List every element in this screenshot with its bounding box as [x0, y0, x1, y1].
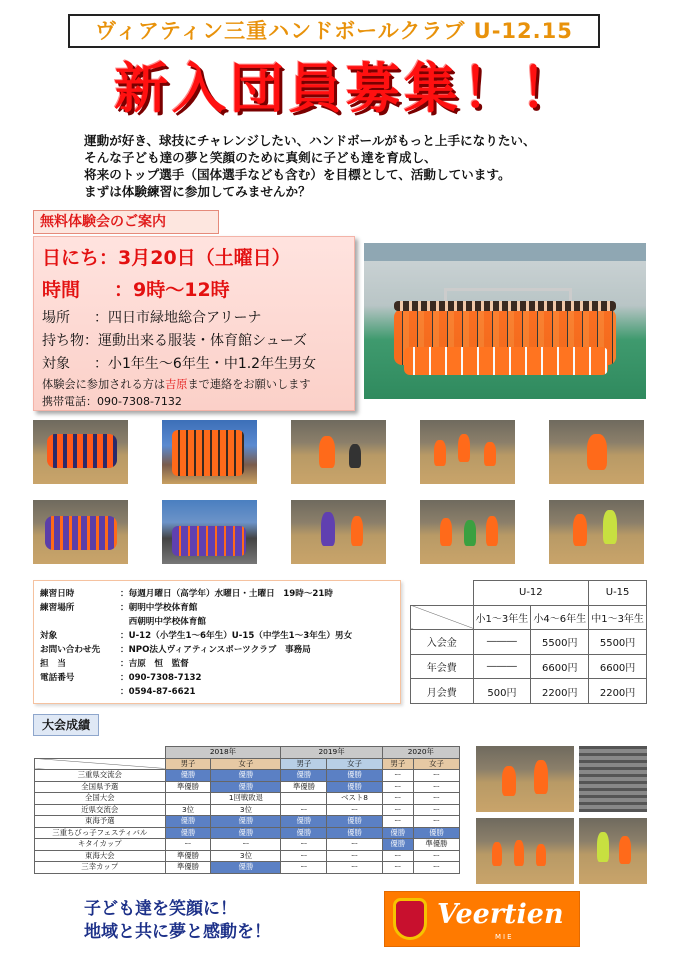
- results-cell: 優勝: [382, 839, 413, 851]
- logo-word: Veertien: [437, 899, 564, 930]
- results-cell: 1回戦敗退: [211, 793, 281, 805]
- results-cell: 優勝: [327, 770, 382, 782]
- results-cell: 優勝: [327, 816, 382, 828]
- results-cell: 準優勝: [165, 862, 211, 874]
- detail-row: [40, 587, 333, 599]
- results-year: 2018年: [165, 747, 281, 759]
- results-row: [35, 793, 460, 805]
- slogan-line: 子ども達を笑顔に！: [84, 899, 237, 919]
- fee-cell: 5500円: [531, 630, 589, 655]
- fee-group-row: [411, 581, 647, 606]
- fee-row: [411, 654, 647, 679]
- results-cell: ー: [327, 862, 382, 874]
- detail-row: [40, 643, 311, 655]
- trial-place-label: 場所: [42, 310, 70, 326]
- results-row-label: キタイカップ: [35, 839, 166, 851]
- action-photo: [579, 818, 647, 884]
- results-cell: 優勝: [281, 816, 327, 828]
- results-cell: ー: [413, 781, 459, 793]
- results-cell: [165, 793, 211, 805]
- fee-cell: 5500円: [589, 630, 647, 655]
- trial-target-value: ：小1年生〜6年生・中1.2年生男女: [94, 356, 317, 372]
- results-cell: ー: [281, 804, 327, 816]
- slogan: [84, 898, 271, 944]
- action-photo: [549, 500, 644, 564]
- detail-label: 対象: [40, 631, 58, 641]
- fee-column-header: 中1〜3年生: [589, 605, 647, 630]
- fee-column-row: [411, 605, 647, 630]
- results-cell: ベスト8: [327, 793, 382, 805]
- results-cell: ー: [413, 816, 459, 828]
- results-cell: 優勝: [281, 770, 327, 782]
- results-cell: ー: [413, 793, 459, 805]
- results-cell: ー: [413, 804, 459, 816]
- results-cell: ー: [281, 862, 327, 874]
- action-photo: [549, 420, 644, 484]
- detail-label: 担 当: [40, 659, 66, 669]
- venue-photo: [579, 746, 647, 812]
- results-cell: ー: [211, 839, 281, 851]
- results-year: 2019年: [281, 747, 382, 759]
- intro-line: そんな子ども達の夢と笑顔のために真剣に子ども達を育成し、: [84, 150, 437, 165]
- detail-row: [40, 671, 202, 683]
- trial-target-label: 対象: [42, 356, 70, 372]
- detail-value: ：090-7308-7132: [120, 673, 202, 683]
- results-cell: 優勝: [211, 827, 281, 839]
- trial-items-label: 持ち物: [42, 333, 84, 349]
- fee-cell: 6600円: [531, 654, 589, 679]
- detail-row: [40, 615, 206, 627]
- results-cell: ー: [382, 793, 413, 805]
- results-year: 2020年: [382, 747, 459, 759]
- trial-phone-label: 携帯電話：: [42, 395, 97, 408]
- trial-target: [42, 353, 316, 373]
- team-photo: [364, 243, 646, 399]
- trial-place-value: ：四日市緑地総合アリーナ: [94, 310, 262, 326]
- results-cell: 3位: [165, 804, 211, 816]
- trial-time-label: 時間: [42, 279, 81, 301]
- detail-label: 練習場所: [40, 603, 75, 613]
- results-gender: 女子: [211, 758, 281, 770]
- intro-text: [84, 132, 644, 200]
- fee-group-header: U-12: [473, 581, 589, 606]
- results-row-label: 三重ちびっ子フェスティバル: [35, 827, 166, 839]
- results-cell: 優勝: [327, 827, 382, 839]
- results-row-label: 東海予選: [35, 816, 166, 828]
- results-row-label: 全国大会: [35, 793, 166, 805]
- fee-diagonal-cell: [411, 605, 474, 630]
- fee-cell: 500円: [473, 679, 531, 704]
- action-photo: [162, 420, 257, 484]
- trial-date-label: 日にち: [42, 247, 100, 269]
- main-title: 新入団員募集！！: [114, 57, 578, 120]
- fee-row-label: 年会費: [411, 654, 474, 679]
- results-table: [34, 746, 460, 874]
- results-cell: 優勝: [327, 781, 382, 793]
- results-cell: 優勝: [211, 770, 281, 782]
- results-cell: ー: [413, 862, 459, 874]
- results-row: [35, 850, 460, 862]
- club-title: ヴィアティン三重ハンドボールクラブ U-12.15: [68, 14, 600, 48]
- trial-contact-pre: 体験会に参加される方は: [42, 378, 166, 391]
- fee-row: [411, 679, 647, 704]
- fee-table: [410, 580, 647, 704]
- results-cell: ー: [281, 839, 327, 851]
- fee-cell: 2200円: [589, 679, 647, 704]
- intro-line: まずは体験練習に参加してみませんか？: [84, 184, 311, 199]
- results-row-label: 全国県予選: [35, 781, 166, 793]
- detail-value: ：0594-87-6621: [120, 687, 196, 697]
- results-row: [35, 827, 460, 839]
- results-cell: 優勝: [165, 827, 211, 839]
- action-photo: [476, 818, 574, 884]
- detail-value: ：吉原 恒 監督: [120, 659, 189, 669]
- fee-row-label: 月会費: [411, 679, 474, 704]
- results-cell: 優勝: [211, 862, 281, 874]
- detail-label: 練習日時: [40, 589, 75, 599]
- trial-section-label: 無料体験会のご案内: [33, 210, 219, 234]
- results-cell: 優勝: [382, 827, 413, 839]
- detail-row: [40, 629, 352, 641]
- results-cell: 優勝: [165, 770, 211, 782]
- trial-time: [42, 275, 230, 302]
- results-cell: 準優勝: [165, 781, 211, 793]
- detail-value: ：毎週月曜日（高学年）水曜日・土曜日 19時〜21時: [120, 589, 333, 599]
- results-gender: 女子: [413, 758, 459, 770]
- results-row: [35, 781, 460, 793]
- detail-value: ：U-12（小学生1〜6年生）U-15（中学生1〜3年生）男女: [120, 631, 353, 641]
- detail-row: [40, 601, 197, 613]
- results-cell: 優勝: [211, 781, 281, 793]
- results-cell: 優勝: [413, 827, 459, 839]
- results-cell: 準優勝: [281, 781, 327, 793]
- results-row-label: 東海大会: [35, 850, 166, 862]
- results-cell: [281, 793, 327, 805]
- action-photo: [162, 500, 257, 564]
- fee-row: [411, 630, 647, 655]
- results-cell: ー: [281, 850, 327, 862]
- results-row-label: 近県交流会: [35, 804, 166, 816]
- results-cell: 優勝: [211, 816, 281, 828]
- action-photo: [291, 500, 386, 564]
- results-cell: ー: [382, 770, 413, 782]
- results-cell: ー: [165, 839, 211, 851]
- results-cell: ー: [413, 850, 459, 862]
- results-cell: 3位: [211, 850, 281, 862]
- fee-column-header: 小1〜3年生: [473, 605, 531, 630]
- fee-cell: 6600円: [589, 654, 647, 679]
- action-photo: [33, 420, 128, 484]
- results-corner: [35, 747, 166, 759]
- trial-contact-name: 吉原: [165, 378, 188, 391]
- shield-icon: [393, 898, 427, 940]
- detail-label: 電話番号: [40, 673, 75, 683]
- detail-label: お問い合わせ先: [40, 645, 101, 655]
- trial-phone-value: 090-7308-7132: [97, 395, 182, 408]
- results-row: [35, 816, 460, 828]
- results-row: [35, 862, 460, 874]
- results-row-label: 三幸カップ: [35, 862, 166, 874]
- results-gender: 男子: [165, 758, 211, 770]
- trial-place: [42, 307, 261, 327]
- detail-value: 西朝明中学校体育館: [120, 617, 206, 627]
- fee-column-header: 小4〜6年生: [531, 605, 589, 630]
- trial-items-value: ：運動出来る服装・体育館シューズ: [84, 333, 308, 349]
- results-cell: ー: [413, 770, 459, 782]
- action-photo: [420, 500, 515, 564]
- results-cell: 優勝: [281, 827, 327, 839]
- results-cell: ー: [327, 839, 382, 851]
- fee-cell: ―――: [473, 630, 531, 655]
- trial-contact: [42, 376, 311, 392]
- results-gender: 女子: [327, 758, 382, 770]
- fee-cell: 2200円: [531, 679, 589, 704]
- results-cell: ー: [382, 816, 413, 828]
- results-cell: ー: [327, 850, 382, 862]
- results-year-row: [35, 747, 460, 759]
- results-gender-row: [35, 758, 460, 770]
- club-logo: [384, 891, 580, 947]
- fee-cell: ―――: [473, 654, 531, 679]
- detail-row: [40, 685, 196, 697]
- intro-line: 運動が好き、球技にチャレンジしたい、ハンドボールがもっと上手になりたい、: [84, 133, 536, 148]
- results-cell: ー: [382, 781, 413, 793]
- results-cell: 優勝: [165, 816, 211, 828]
- results-cell: ー: [382, 804, 413, 816]
- results-cell: 3位: [211, 804, 281, 816]
- trial-date: [42, 243, 291, 270]
- results-diagonal-cell: [35, 758, 166, 770]
- trial-items: [42, 330, 307, 350]
- intro-line: 将来のトップ選手（国体選手なども含む）を目標として、活動しています。: [84, 167, 511, 182]
- results-cell: ー: [382, 862, 413, 874]
- trial-info-box: [33, 236, 355, 411]
- detail-value: ：朝明中学校体育館: [120, 603, 198, 613]
- results-row-label: 三重県交流会: [35, 770, 166, 782]
- results-row: [35, 804, 460, 816]
- slogan-line: 地域と共に夢と感動を！: [84, 922, 271, 942]
- results-cell: 準優勝: [413, 839, 459, 851]
- action-photo: [476, 746, 574, 812]
- fee-row-label: 入会金: [411, 630, 474, 655]
- fee-group-header: U-15: [589, 581, 647, 606]
- trial-time-value: ：9時〜12時: [114, 279, 230, 301]
- action-photo: [33, 500, 128, 564]
- results-cell: ー: [382, 850, 413, 862]
- results-section-label: 大会成績: [33, 714, 99, 736]
- practice-details: [33, 580, 401, 704]
- trial-date-value: ：3月20日（土曜日）: [99, 247, 291, 269]
- results-cell: 準優勝: [165, 850, 211, 862]
- results-row: [35, 839, 460, 851]
- results-row: [35, 770, 460, 782]
- trial-contact-post: まで連絡をお願いします: [187, 378, 311, 391]
- action-photo: [291, 420, 386, 484]
- action-photo: [420, 420, 515, 484]
- trial-phone: [42, 393, 182, 409]
- fee-corner: [411, 581, 474, 606]
- detail-value: ：NPO法人ヴィアティンスポーツクラブ 事務局: [120, 645, 311, 655]
- results-gender: 男子: [281, 758, 327, 770]
- results-cell: ー: [327, 804, 382, 816]
- results-gender: 男子: [382, 758, 413, 770]
- logo-sub: MIE: [495, 933, 514, 941]
- detail-row: [40, 657, 189, 669]
